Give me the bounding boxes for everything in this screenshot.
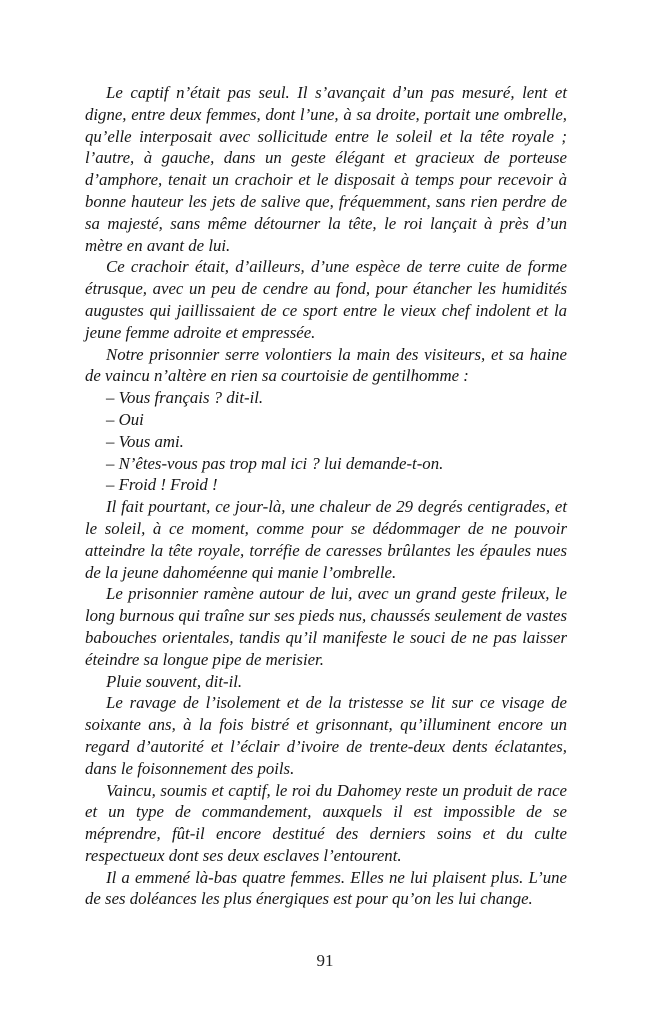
dialogue-line: – Vous ami. — [106, 431, 184, 451]
page-number: 91 — [316, 951, 334, 970]
paragraph: Le captif n’était pas seul. Il s’avançait d’un pas mesuré, lent et digne, entre deux femmes, dont l’une, à sa droite, portait une ombrelle, qu’elle interposait avec sollicitude entre le soleil et la tête royale ; l’autre, à gauche, dans un geste élégant et gracieux de porteuse d’amphore, tenait un crachoir et le disposait à temps pour recevoir à bonne hauteur les jets de salive que, fréquemment, sans rien perdre de sa majesté, sans même détourner la tête, le roi lançait à près d’un mètre en avant de lui. — [85, 83, 567, 255]
dialogue-line: – Vous français ? dit-il. — [106, 388, 264, 408]
paragraph: Il fait pourtant, ce jour-là, une chaleur de 29 degrés centigrades, et le soleil, à ce moment, comme pour se dédommager de ne pouvoir atteindre la tête royale, torréfie de caresses brûlantes les épaules nues de la jeune dahoméenne qui manie l’ombrelle. — [85, 497, 567, 582]
paragraph: Ce crachoir était, d’ailleurs, d’une espèce de terre cuite de forme étrusque, avec un peu de cendre au fond, pour étancher les humidités augustes qui jaillissaient de ce sport entre le vieux chef indolent et la jeune femme adroite et empressée. — [85, 257, 567, 342]
paragraph: Pluie souvent, dit-il. — [106, 671, 243, 691]
paragraph: Le prisonnier ramène autour de lui, avec un grand geste frileux, le long burnous qui traîne sur ses pieds nus, chaussés seulement de vastes babouches orientales, tandis qu’il manifeste le souci de ne pas laisser éteindre sa longue pipe de merisier. — [85, 584, 567, 669]
paragraph: Notre prisonnier serre volontiers la main des visiteurs, et sa haine de vaincu n’altère en rien sa courtoisie de gentilhomme : — [85, 344, 567, 386]
dialogue-line: – Oui — [106, 409, 144, 429]
dialogue-line: – Froid ! Froid ! — [106, 475, 218, 495]
dialogue-line: – N’êtes-vous pas trop mal ici ? lui demande-t-on. — [106, 453, 444, 473]
body-text — [85, 82, 567, 910]
paragraph: Vaincu, soumis et captif, le roi du Dahomey reste un produit de race et un type de commandement, auxquels il est impossible de se méprendre, fût-il encore destitué des derniers soins et du culte respectueux dont ses deux esclaves l’entourent. — [85, 780, 567, 865]
paragraph: Le ravage de l’isolement et de la tristesse se lit sur ce visage de soixante ans, à la fois bistré et grisonnant, qu’illuminent encore un regard d’autorité et l’éclair d’ivoire de trente-deux dents éclatantes, dans le foisonnement des poils. — [85, 693, 567, 778]
paragraph: Il a emmené là-bas quatre femmes. Elles ne lui plaisent plus. L’une de ses doléances les plus énergiques est pour qu’on les lui change. — [85, 867, 567, 909]
